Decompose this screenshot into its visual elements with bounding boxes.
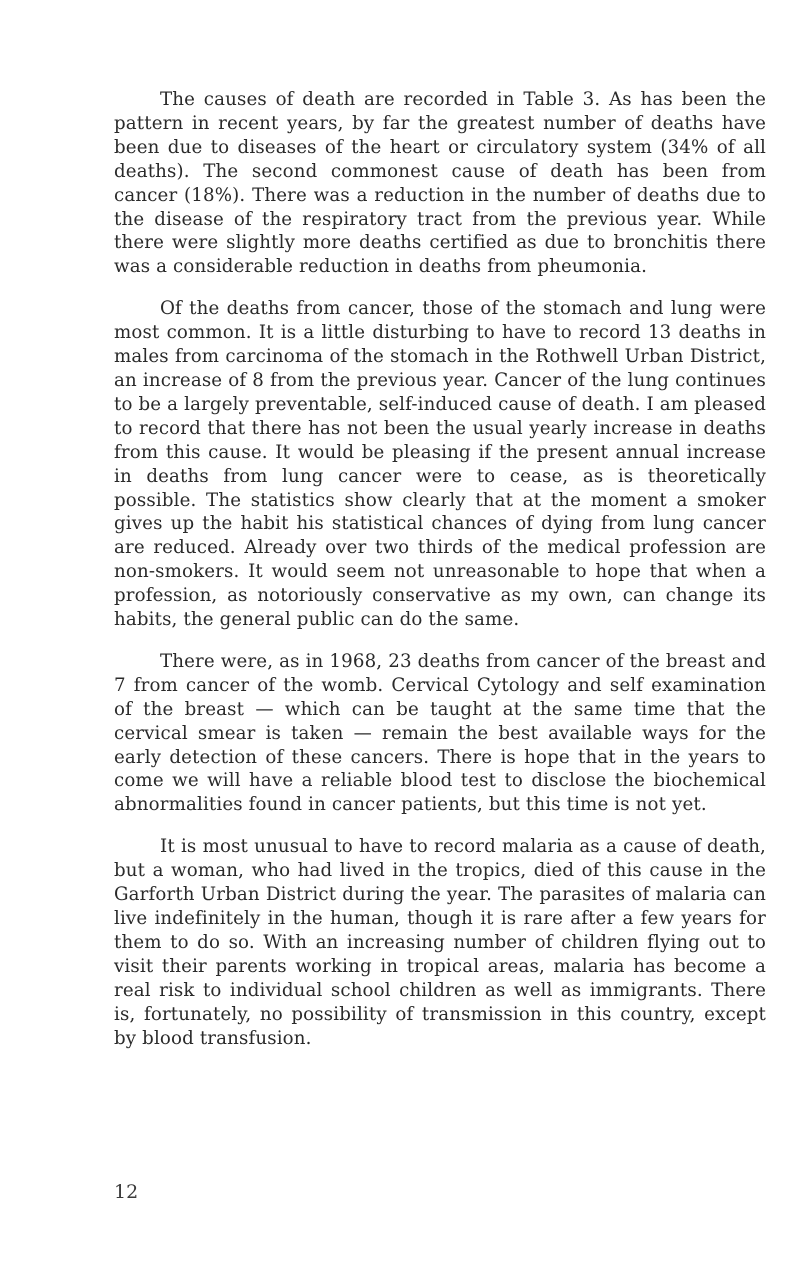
paragraph-malaria: It is most unusual to have to record malaria as a cause of death, but a woman, who had lived in the tropics, died of this cause in the Garforth Urban District during the year. The parasites of malaria can live indefinitely in the human, though it is rare after a few years for them to do so. With an increasing number of children flying out to visit their parents working in tropical areas, malaria has become a real risk to individual school children as well as immigrants. There is, fortunately, no possibility of transmission in this country, except by blood transfusion.	[114, 836, 766, 1049]
paragraph-breast-womb-cancer: There were, as in 1968, 23 deaths from cancer of the breast and 7 from cancer of the womb. Cervical Cytology and self examination of the breast — which can be taught at the same time that the cervical smear is taken — remain the best available ways for the early detection of these cancers. There is hope that in the years to come we will have a reliable blood test to disclose the biochemical abnormalities found in cancer patients, but this time is not yet.	[114, 650, 766, 816]
document-body	[114, 88, 766, 1050]
page-number: 12	[114, 1181, 139, 1203]
paragraph-causes-of-death: The causes of death are recorded in Table 3. As has been the pattern in recent years, by far the greatest number of deaths have been due to diseases of the heart or circulatory system (34% of all deaths). The second commonest cause of death has been from cancer (18%). There was a reduction in the number of deaths due to the disease of the respiratory tract from the previous year. While there were slightly more deaths certified as due to bronchitis there was a considerable reduction in deaths from pheumonia.	[114, 89, 766, 278]
paragraph-cancer-deaths: Of the deaths from cancer, those of the stomach and lung were most common. It is a little disturbing to have to record 13 deaths in males from carcinoma of the stomach in the Rothwell Urban District, an increase of 8 from the previous year. Cancer of the lung continues to be a largely preventable, self-induced cause of death. I am pleased to record that there has not been the usual yearly increase in deaths from this cause. It would be pleasing if the present annual increase in deaths from lung cancer were to cease, as is theoretically possible. The statistics show clearly that at the moment a smoker gives up the habit his statistical chances of dying from lung cancer are reduced. Already over two thirds of the medical profession are non-smokers. It would seem not unreasonable to hope that when a profession, as notoriously conservative as my own, can change its habits, the general public can do the same.	[114, 298, 766, 631]
